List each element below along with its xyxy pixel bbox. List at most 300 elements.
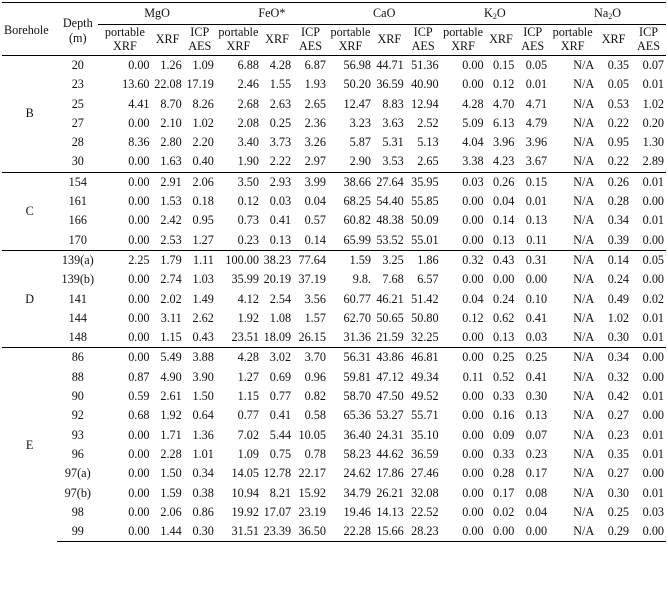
value-cell: 0.28 — [493, 466, 515, 481]
table-row — [2, 368, 666, 387]
value-cell: 2.28 — [160, 446, 182, 461]
depth-cell: 25 — [71, 96, 84, 111]
value-cell: 0.58 — [304, 408, 326, 423]
value-cell: 3.88 — [184, 348, 216, 368]
value-cell: 22.52 — [411, 504, 439, 519]
value-cell: 0.20 — [642, 115, 664, 130]
value-cell: 26.15 — [298, 330, 326, 345]
value-cell: 3.67 — [525, 154, 548, 169]
header-row-methods — [2, 25, 666, 56]
value-cell: 0.23 — [525, 446, 548, 461]
value-cell: 49.34 — [411, 369, 439, 384]
value-cell: N/A — [549, 250, 596, 270]
depth-cell: 96 — [71, 446, 84, 461]
value-cell: 51.36 — [406, 56, 441, 76]
value-cell: 0.00 — [441, 56, 486, 76]
value-cell: 0.00 — [642, 232, 664, 247]
value-cell: 1.44 — [152, 522, 184, 542]
value-cell: 0.12 — [462, 310, 484, 325]
table-row — [2, 348, 666, 368]
value-cell: 23.51 — [231, 330, 259, 345]
value-cell: 0.02 — [493, 504, 515, 519]
value-cell: 47.12 — [376, 369, 404, 384]
value-cell: 0.08 — [525, 485, 548, 500]
value-cell: 22.08 — [154, 77, 182, 92]
value-cell: 8.36 — [128, 135, 150, 150]
depth-cell: 88 — [71, 369, 84, 384]
value-cell: 1.86 — [406, 250, 441, 270]
table-row — [2, 250, 666, 270]
table-row — [2, 192, 666, 211]
value-cell: 6.88 — [216, 56, 261, 76]
depth-cell: 99 — [57, 522, 98, 542]
value-cell: 1.50 — [160, 466, 182, 481]
value-cell: 0.69 — [269, 369, 292, 384]
value-cell: 1.92 — [160, 408, 182, 423]
value-cell: 26.21 — [376, 485, 404, 500]
value-cell: 12.94 — [411, 96, 439, 111]
method-header-icp-aes: ICP AES — [293, 25, 328, 56]
value-cell: 3.90 — [192, 369, 214, 384]
depth-cell: 86 — [57, 348, 98, 368]
value-cell: 0.00 — [642, 369, 664, 384]
value-cell: 1.09 — [237, 446, 259, 461]
value-cell: 1.27 — [192, 232, 214, 247]
value-cell: 0.13 — [525, 213, 548, 228]
value-cell: 3.38 — [462, 154, 484, 169]
value-cell: 0.00 — [128, 115, 150, 130]
value-cell: 27.64 — [373, 172, 406, 192]
value-cell: 0.35 — [596, 56, 631, 76]
value-cell: 14.13 — [376, 504, 404, 519]
value-cell: 0.00 — [441, 348, 486, 368]
value-cell: 1.57 — [304, 310, 326, 325]
value-cell: 58.70 — [343, 389, 371, 404]
oxide-header-mgo: MgO — [98, 3, 216, 25]
depth-cell: 30 — [71, 154, 84, 169]
value-cell: 0.41 — [269, 213, 292, 228]
depth-cell: 90 — [71, 389, 84, 404]
value-cell: 35.10 — [411, 427, 439, 442]
value-cell: 0.52 — [493, 369, 515, 384]
value-cell: 3.73 — [269, 135, 292, 150]
value-cell: 0.30 — [607, 485, 630, 500]
value-cell: 1.59 — [160, 485, 182, 500]
value-cell: 2.08 — [237, 115, 259, 130]
value-cell: 0.13 — [493, 330, 515, 345]
value-cell: 34.79 — [343, 485, 371, 500]
value-cell: 0.28 — [607, 194, 630, 209]
value-cell: 8.21 — [269, 485, 292, 500]
value-cell: 0.22 — [607, 115, 630, 130]
value-cell: 1.93 — [304, 77, 326, 92]
table-row — [2, 133, 666, 152]
value-cell: 5.09 — [462, 115, 484, 130]
value-cell: 4.41 — [128, 96, 150, 111]
value-cell: 0.34 — [192, 466, 214, 481]
value-cell: 0.11 — [462, 369, 484, 384]
table-row — [2, 211, 666, 230]
value-cell: 0.12 — [237, 194, 259, 209]
depth-cell: 139(a) — [57, 250, 98, 270]
value-cell: 1.63 — [160, 154, 182, 169]
depth-cell: 154 — [57, 172, 98, 192]
value-cell: 3.96 — [493, 135, 515, 150]
depth-cell: 93 — [71, 427, 84, 442]
value-cell: N/A — [573, 408, 595, 423]
value-cell: 0.49 — [607, 291, 630, 306]
value-cell: 0.23 — [237, 232, 259, 247]
value-cell: N/A — [573, 194, 595, 209]
value-cell: 50.65 — [376, 310, 404, 325]
value-cell: 3.40 — [237, 135, 259, 150]
value-cell: 0.96 — [304, 369, 326, 384]
value-cell: 7.68 — [382, 272, 404, 287]
value-cell: 58.23 — [343, 446, 371, 461]
table-row — [2, 270, 666, 289]
value-cell: N/A — [573, 446, 595, 461]
value-cell: 31.36 — [343, 330, 371, 345]
method-header-xrf: XRF — [596, 25, 631, 56]
value-cell: 18.09 — [263, 330, 292, 345]
value-cell: 0.00 — [128, 330, 150, 345]
value-cell: N/A — [549, 348, 596, 368]
value-cell: 0.75 — [269, 446, 292, 461]
value-cell: 0.00 — [525, 272, 548, 287]
borehole-cell: C — [2, 172, 57, 250]
value-cell: 20.19 — [263, 272, 292, 287]
value-cell: 2.89 — [642, 154, 664, 169]
value-cell: 1.49 — [192, 291, 214, 306]
value-cell: 23.19 — [298, 504, 326, 519]
value-cell: N/A — [573, 96, 595, 111]
table-row — [2, 426, 666, 445]
value-cell: N/A — [573, 485, 595, 500]
value-cell: 0.13 — [269, 232, 292, 247]
value-cell: 0.15 — [486, 56, 517, 76]
value-cell: 0.87 — [128, 369, 150, 384]
value-cell: N/A — [573, 154, 595, 169]
value-cell: 38.23 — [261, 250, 293, 270]
value-cell: 0.00 — [631, 522, 666, 542]
value-cell: 3.26 — [304, 135, 326, 150]
value-cell: 37.19 — [298, 272, 326, 287]
table-row — [2, 56, 666, 76]
value-cell: 0.62 — [493, 310, 515, 325]
value-cell: 46.21 — [376, 291, 404, 306]
value-cell: 0.27 — [607, 466, 630, 481]
value-cell: 0.53 — [607, 96, 630, 111]
value-cell: 0.05 — [607, 77, 630, 92]
value-cell: 0.43 — [486, 250, 517, 270]
table-body — [2, 56, 666, 542]
depth-cell: 97(b) — [64, 485, 91, 500]
value-cell: 31.51 — [216, 522, 261, 542]
value-cell: N/A — [573, 466, 595, 481]
value-cell: 0.01 — [642, 427, 664, 442]
value-cell: 65.36 — [343, 408, 371, 423]
value-cell: 10.94 — [231, 485, 259, 500]
value-cell: 0.24 — [607, 272, 630, 287]
value-cell: 0.17 — [525, 466, 548, 481]
value-cell: 0.01 — [642, 446, 664, 461]
value-cell: 2.25 — [98, 250, 151, 270]
value-cell: 0.12 — [493, 77, 515, 92]
value-cell: 0.77 — [237, 408, 259, 423]
value-cell: 17.07 — [263, 504, 292, 519]
value-cell: 0.13 — [493, 232, 515, 247]
value-cell: 0.00 — [98, 522, 151, 542]
value-cell: 51.42 — [411, 291, 439, 306]
oxide-header-k2o: $K_2O$ — [441, 3, 550, 25]
table-row — [2, 114, 666, 133]
value-cell: 4.04 — [462, 135, 484, 150]
value-cell: 60.82 — [343, 213, 371, 228]
value-cell: 2.93 — [261, 172, 293, 192]
value-cell: 22.28 — [328, 522, 373, 542]
value-cell: 2.68 — [237, 96, 259, 111]
value-cell: 15.92 — [298, 485, 326, 500]
method-header-portable-xrf: portable XRF — [549, 25, 596, 56]
value-cell: 0.14 — [304, 232, 326, 247]
value-cell: 15.66 — [373, 522, 406, 542]
value-cell: 35.95 — [406, 172, 441, 192]
value-cell: 5.13 — [417, 135, 439, 150]
value-cell: 0.17 — [493, 485, 515, 500]
value-cell: 4.71 — [525, 96, 548, 111]
value-cell: 0.00 — [642, 408, 664, 423]
value-cell: 54.40 — [376, 194, 404, 209]
oxide-header-cao: CaO — [328, 3, 441, 25]
value-cell: 0.16 — [493, 408, 515, 423]
method-header-icp-aes: ICP AES — [184, 25, 216, 56]
value-cell: 49.52 — [411, 389, 439, 404]
depth-cell: 20 — [57, 56, 98, 76]
value-cell: 0.59 — [128, 389, 150, 404]
value-cell: 0.95 — [607, 135, 630, 150]
value-cell: 3.70 — [293, 348, 328, 368]
oxide-header-na2o: $Na_2O$ — [549, 3, 666, 25]
table-row — [2, 75, 666, 94]
value-cell: 1.30 — [642, 135, 664, 150]
value-cell: 6.13 — [493, 115, 515, 130]
value-cell: 59.81 — [343, 369, 371, 384]
value-cell: 0.30 — [525, 389, 548, 404]
value-cell: 0.34 — [596, 348, 631, 368]
value-cell: 55.85 — [411, 194, 439, 209]
value-cell: 0.07 — [525, 427, 548, 442]
value-cell: 0.00 — [462, 446, 484, 461]
value-cell: 0.86 — [192, 504, 214, 519]
value-cell: 0.00 — [462, 427, 484, 442]
value-cell: 8.83 — [382, 96, 404, 111]
value-cell: 7.02 — [237, 427, 259, 442]
value-cell: 0.04 — [493, 194, 515, 209]
value-cell: 4.90 — [160, 369, 182, 384]
value-cell: 4.79 — [525, 115, 548, 130]
value-cell: 0.00 — [462, 504, 484, 519]
value-cell: 65.99 — [343, 232, 371, 247]
value-cell: 4.70 — [493, 96, 515, 111]
value-cell: 1.71 — [160, 427, 182, 442]
value-cell: 0.42 — [607, 389, 630, 404]
method-header-icp-aes: ICP AES — [631, 25, 666, 56]
value-cell: 17.86 — [376, 466, 404, 481]
value-cell: 1.36 — [192, 427, 214, 442]
value-cell: 3.25 — [373, 250, 406, 270]
value-cell: N/A — [573, 135, 595, 150]
depth-cell: 28 — [71, 135, 84, 150]
table-row — [2, 309, 666, 328]
value-cell: 0.14 — [596, 250, 631, 270]
value-cell: 62.70 — [343, 310, 371, 325]
value-cell: 28.23 — [406, 522, 441, 542]
value-cell: N/A — [573, 369, 595, 384]
value-cell: 0.25 — [607, 504, 630, 519]
value-cell: 0.03 — [269, 194, 292, 209]
value-cell: 1.08 — [269, 310, 292, 325]
depth-cell: 144 — [68, 310, 87, 325]
value-cell: 2.22 — [269, 154, 292, 169]
value-cell: 0.00 — [642, 194, 664, 209]
value-cell: 0.10 — [525, 291, 548, 306]
value-cell: 0.25 — [516, 348, 549, 368]
value-cell: N/A — [573, 272, 595, 287]
value-cell: 0.25 — [269, 115, 292, 130]
value-cell: 0.01 — [642, 389, 664, 404]
value-cell: 12.47 — [343, 96, 371, 111]
value-cell: 0.39 — [607, 232, 630, 247]
value-cell: 5.49 — [152, 348, 184, 368]
value-cell: 1.92 — [237, 310, 259, 325]
depth-cell: 27 — [71, 115, 84, 130]
value-cell: 2.53 — [160, 232, 182, 247]
value-cell: 0.38 — [192, 485, 214, 500]
table-row — [2, 231, 666, 251]
value-cell: 0.77 — [269, 389, 292, 404]
value-cell: 0.00 — [486, 522, 517, 542]
value-cell: 0.07 — [631, 56, 666, 76]
value-cell: 5.87 — [349, 135, 371, 150]
value-cell: 0.41 — [525, 369, 548, 384]
value-cell: 0.25 — [486, 348, 517, 368]
value-cell: 5.44 — [269, 427, 292, 442]
value-cell: 2.65 — [417, 154, 439, 169]
depth-cell: 161 — [68, 194, 87, 209]
table-row — [2, 328, 666, 348]
value-cell: 2.65 — [304, 96, 326, 111]
value-cell: 2.54 — [269, 291, 292, 306]
value-cell: 2.52 — [417, 115, 439, 130]
value-cell: 0.00 — [516, 522, 549, 542]
value-cell: N/A — [573, 427, 595, 442]
value-cell: 1.59 — [328, 250, 373, 270]
value-cell: 0.31 — [516, 250, 549, 270]
value-cell: 0.32 — [607, 369, 630, 384]
value-cell: N/A — [573, 389, 595, 404]
value-cell: N/A — [573, 77, 595, 92]
value-cell: 47.50 — [376, 389, 404, 404]
value-cell: 0.00 — [128, 291, 150, 306]
value-cell: 0.02 — [642, 291, 664, 306]
depth-cell: 23 — [71, 77, 84, 92]
value-cell: 0.00 — [462, 194, 484, 209]
value-cell: 0.23 — [607, 427, 630, 442]
value-cell: 2.80 — [160, 135, 182, 150]
value-cell: 0.00 — [128, 194, 150, 209]
value-cell: 1.50 — [192, 389, 214, 404]
value-cell: 50.80 — [411, 310, 439, 325]
value-cell: 0.00 — [642, 466, 664, 481]
table-row — [2, 464, 666, 483]
value-cell: 23.39 — [261, 522, 293, 542]
value-cell: 2.61 — [160, 389, 182, 404]
value-cell: 0.14 — [493, 213, 515, 228]
value-cell: 0.26 — [596, 172, 631, 192]
value-cell: 19.46 — [343, 504, 371, 519]
method-header-icp-aes: ICP AES — [516, 25, 549, 56]
value-cell: 32.25 — [411, 330, 439, 345]
value-cell: 0.00 — [128, 485, 150, 500]
value-cell: 2.97 — [304, 154, 326, 169]
value-cell: 0.32 — [441, 250, 486, 270]
depth-label: Depth — [62, 15, 93, 30]
value-cell: 1.55 — [269, 77, 292, 92]
depth-cell: 170 — [68, 232, 87, 247]
value-cell: 2.90 — [349, 154, 371, 169]
value-cell: 0.00 — [128, 427, 150, 442]
value-cell: 50.09 — [411, 213, 439, 228]
value-cell: N/A — [573, 213, 595, 228]
value-cell: 0.03 — [441, 172, 486, 192]
value-cell: 0.01 — [642, 485, 664, 500]
table-row — [2, 95, 666, 114]
value-cell: 6.87 — [293, 56, 328, 76]
value-cell: 43.86 — [373, 348, 406, 368]
value-cell: 0.00 — [462, 466, 484, 481]
value-cell: 56.98 — [328, 56, 373, 76]
table-row — [2, 152, 666, 172]
method-header-xrf: XRF — [152, 25, 184, 56]
value-cell: 0.00 — [462, 408, 484, 423]
value-cell: 0.00 — [462, 213, 484, 228]
table-row — [2, 522, 666, 542]
value-cell: 0.40 — [192, 154, 214, 169]
value-cell: 10.05 — [298, 427, 326, 442]
value-cell: 2.74 — [160, 272, 182, 287]
value-cell: 0.00 — [98, 172, 151, 192]
value-cell: 0.00 — [128, 272, 150, 287]
depth-header — [57, 3, 98, 56]
value-cell: 0.00 — [462, 232, 484, 247]
value-cell: 55.01 — [411, 232, 439, 247]
value-cell: 3.53 — [382, 154, 404, 169]
value-cell: 0.00 — [128, 466, 150, 481]
value-cell: 0.01 — [642, 310, 664, 325]
value-cell: N/A — [573, 115, 595, 130]
depth-cell: 166 — [68, 213, 87, 228]
value-cell: 1.09 — [184, 56, 216, 76]
value-cell: 36.50 — [293, 522, 328, 542]
depth-cell: 98 — [71, 504, 84, 519]
value-cell: 0.00 — [462, 330, 484, 345]
value-cell: 53.27 — [376, 408, 404, 423]
value-cell: 44.71 — [373, 56, 406, 76]
value-cell: 0.33 — [493, 446, 515, 461]
value-cell: 0.01 — [642, 77, 664, 92]
value-cell: 0.95 — [192, 213, 214, 228]
value-cell: 0.41 — [525, 310, 548, 325]
